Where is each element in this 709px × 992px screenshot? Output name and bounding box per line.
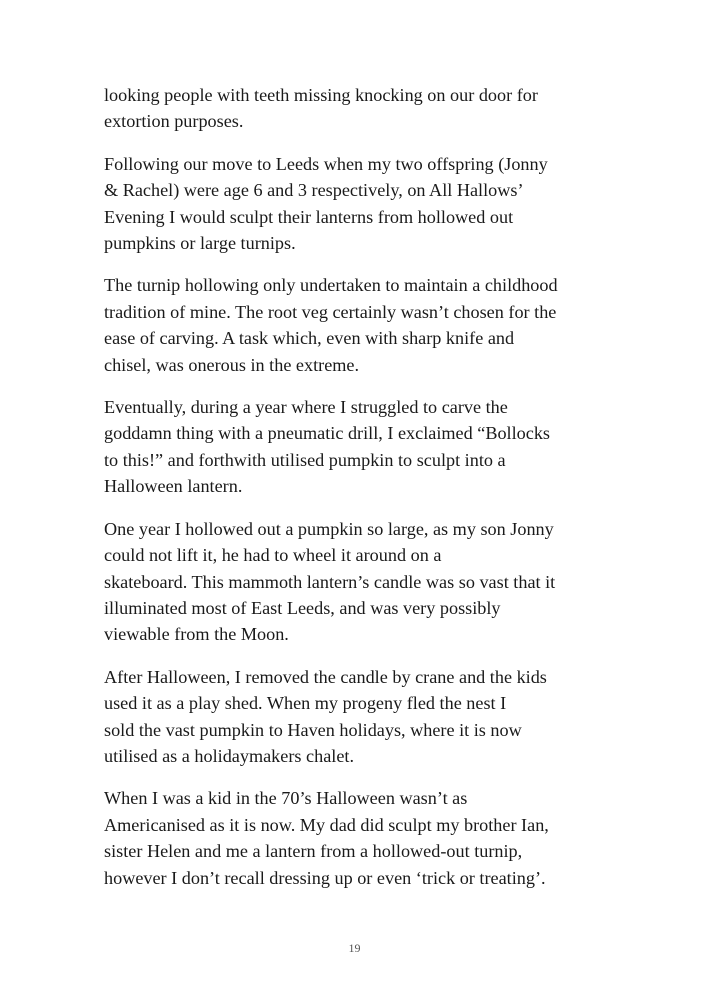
page-number: 19 [348, 941, 361, 955]
paragraph: One year I hollowed out a pumpkin so large, as my son Jonny could not lift it, he had to wheel it around on a skateboard. This mammoth lantern’s candle was so vast that it illuminated most of East Leeds, and was very possibly viewable from the Moon. [104, 518, 556, 645]
paragraph: After Halloween, I removed the candle by crane and the kids used it as a play shed. When my progeny fled the nest I sold the vast pumpkin to Haven holidays, where it is now utilised as a holidaymakers chalet. [104, 666, 547, 766]
paragraph: The turnip hollowing only undertaken to maintain a childhood tradition of mine. The root veg certainly wasn’t chosen for the ease of carving. A task which, even with sharp knife and chisel, was onerous in the extreme. [104, 275, 558, 375]
paragraph: looking people with teeth missing knocking on our door for extortion purposes. [104, 85, 538, 132]
body-text [104, 82, 606, 907]
paragraph: Following our move to Leeds when my two offspring (Jonny & Rachel) were age 6 and 3 respectively, on All Hallows’ Evening I would sculpt their lanterns from hollowed out pumpkins or large turnips. [104, 153, 548, 254]
paragraph: Eventually, during a year where I struggled to carve the goddamn thing with a pneumatic drill, I exclaimed “Bollocks to this!” and forthwith utilised pumpkin to sculpt into a Halloween lantern. [104, 397, 550, 497]
paragraph: When I was a kid in the 70’s Halloween wasn’t as Americanised as it is now. My dad did sculpt my brother Ian, sister Helen and me a lantern from a hollowed-out turnip, however I don’t recall dressing up or even ‘trick or treating’. [104, 788, 549, 888]
